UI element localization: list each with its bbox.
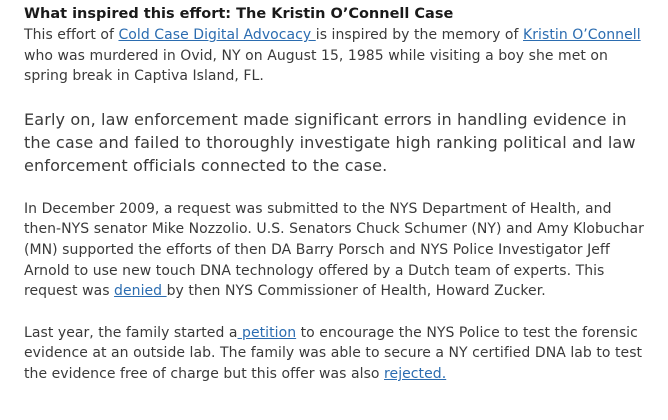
petition-text-1: Last year, the family started a — [24, 324, 238, 341]
rejected-link[interactable]: rejected. — [384, 365, 447, 382]
dna-request-text-2: by then NYS Commissioner of Health, Howard Zucker. — [166, 283, 546, 300]
cold-case-digital-advocacy-link[interactable]: Cold Case Digital Advocacy — [118, 27, 316, 43]
intro-text-2: is inspired by the memory of — [315, 27, 524, 43]
intro-text-3: who was murdered in Ovid, NY on August 15, 1985 while visiting a boy she met on spring break in Captiva Island, FL. — [24, 47, 608, 85]
dna-request-text-1: In December 2009, a request was submitted to the NYS Department of Health, and then-NYS senator Mike Nozzolio. U.S. Senators Chuck Schumer (NY) and Amy Klobuchar (MN) supported the efforts of then DA Barry Porsch and NYS Police Investigator Jeff Arnold to use new touch DNA technology offered by a Dutch team of experts. This request was — [24, 200, 644, 300]
petition-link[interactable]: petition — [237, 324, 297, 341]
dna-request-paragraph — [24, 199, 650, 302]
intro-paragraph — [24, 25, 650, 87]
kristin-oconnell-link[interactable]: Kristin O’Connell — [523, 27, 641, 43]
denied-link[interactable]: denied — [114, 283, 167, 300]
section-heading: What inspired this effort: The Kristin O’Connell Case — [24, 6, 454, 22]
lead-paragraph: Early on, law enforcement made significant errors in handling evidence in the case and failed to thoroughly investigate high ranking political and law enforcement officials connected to the case. — [24, 109, 636, 175]
petition-paragraph — [24, 323, 650, 385]
petition-text-2: to encourage the NYS Police to test the forensic evidence at an outside lab. The family was able to secure a NY certified DNA lab to test the evidence free of charge but this offer was also — [24, 324, 643, 382]
intro-text-1: This effort of — [24, 27, 119, 43]
